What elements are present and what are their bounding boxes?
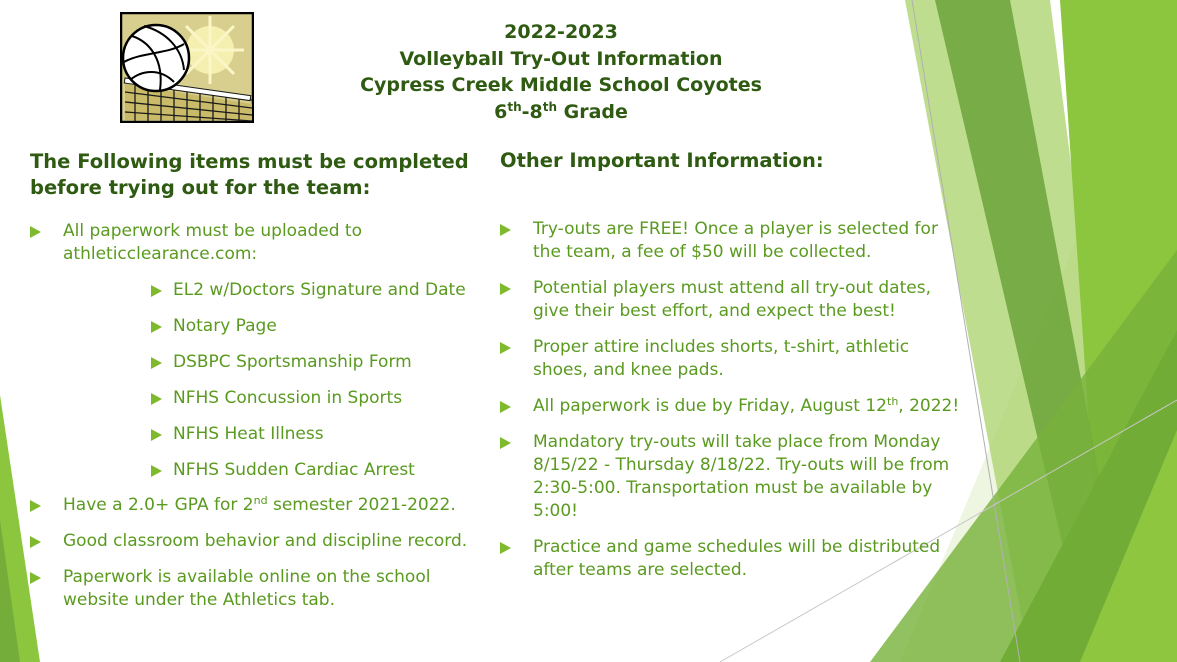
- triangle-bullet-icon: [30, 536, 41, 548]
- triangle-bullet-icon: [151, 357, 162, 369]
- sub-list-item: NFHS Heat Illness: [151, 423, 480, 446]
- sub-list-item: EL2 w/Doctors Signature and Date: [151, 279, 480, 302]
- left-bullet-list: [30, 220, 480, 625]
- title-grade: 6th-8th Grade: [494, 99, 628, 123]
- list-item: Mandatory try-outs will take place from Monday 8/15/22 - Thursday 8/18/22. Try-outs will be from 2:30-5:00. Transportation must be available by 5:00!: [500, 431, 960, 523]
- list-item: Potential players must attend all try-out dates, give their best effort, and expect the best!: [500, 277, 960, 323]
- triangle-bullet-icon: [30, 226, 41, 238]
- left-column-heading: The Following items must be completed before trying out for the team:: [30, 150, 469, 199]
- list-item: All paperwork must be uploaded to athleticclearance.com: EL2 w/Doctors Signature and Date Notary Page DSBPC Sportsmanship Form NFHS Concussion in Sports NFHS Heat Illness NFHS Sudden Cardiac Arrest: [30, 220, 480, 482]
- right-column-heading: Other Important Information:: [500, 149, 824, 172]
- triangle-bullet-icon: [500, 283, 511, 295]
- list-item: Have a 2.0+ GPA for 2nd semester 2021-2022.: [30, 494, 480, 517]
- list-item: All paperwork is due by Friday, August 12th, 2022!: [500, 395, 960, 418]
- title-school: Cypress Creek Middle School Coyotes: [360, 74, 762, 96]
- triangle-bullet-icon: [151, 393, 162, 405]
- paperwork-sub-list: [151, 279, 480, 482]
- sub-list-item: DSBPC Sportsmanship Form: [151, 351, 480, 374]
- sub-list-item: NFHS Sudden Cardiac Arrest: [151, 459, 480, 482]
- triangle-bullet-icon: [30, 500, 41, 512]
- list-item: Proper attire includes shorts, t-shirt, athletic shoes, and knee pads.: [500, 336, 960, 382]
- right-bullet-list: [500, 218, 960, 595]
- title-year: 2022-2023: [504, 21, 618, 43]
- triangle-bullet-icon: [500, 437, 511, 449]
- volleyball-net-icon: [120, 12, 254, 123]
- sub-list-item: NFHS Concussion in Sports: [151, 387, 480, 410]
- triangle-bullet-icon: [500, 401, 511, 413]
- triangle-bullet-icon: [151, 465, 162, 477]
- list-item: Try-outs are FREE! Once a player is selected for the team, a fee of $50 will be collected.: [500, 218, 960, 264]
- triangle-bullet-icon: [500, 224, 511, 236]
- list-item: Paperwork is available online on the school website under the Athletics tab.: [30, 566, 480, 612]
- list-item: Good classroom behavior and discipline record.: [30, 530, 480, 553]
- triangle-bullet-icon: [500, 342, 511, 354]
- triangle-bullet-icon: [500, 542, 511, 554]
- triangle-bullet-icon: [151, 285, 162, 297]
- title-block: [330, 19, 792, 125]
- sub-list-item: Notary Page: [151, 315, 480, 338]
- title-main: Volleyball Try-Out Information: [399, 47, 723, 70]
- triangle-bullet-icon: [30, 572, 41, 584]
- list-item: Practice and game schedules will be distributed after teams are selected.: [500, 536, 960, 582]
- triangle-bullet-icon: [151, 429, 162, 441]
- triangle-bullet-icon: [151, 321, 162, 333]
